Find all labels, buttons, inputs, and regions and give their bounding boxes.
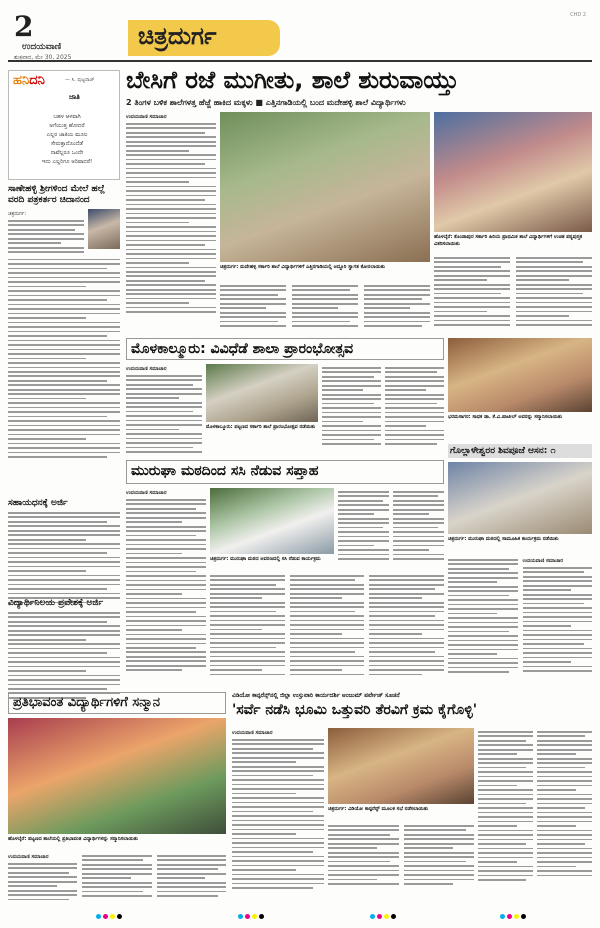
- honor-photo: [448, 338, 592, 412]
- body-text: [220, 285, 286, 332]
- body-text: [210, 575, 285, 688]
- gollarahatti-headline: ಗೊಲ್ಲಾಳೇಶ್ವರರ ಶಿವಪೂಜೆ ಆಸನ: ೧: [448, 444, 592, 458]
- lead-photo-students: [434, 112, 592, 232]
- lead-headline-box: [126, 66, 592, 96]
- right-block-caption: ಚಿತ್ರದುರ್ಗ: ಮುರುಘಾ ಮಠದಲ್ಲಿ ಸಾಮೂಹಿಕ ಕಾರ್ಯಕ್ರಮ ನಡೆಯಿತು: [448, 536, 559, 542]
- hanidani-logo-a: ಹನಿ: [13, 73, 30, 88]
- body-text: [126, 375, 202, 453]
- body-text: [404, 825, 475, 908]
- lead-photo-bullock-cart: [220, 112, 430, 262]
- bottom-right-caption: ಚಿತ್ರದುರ್ಗ: ವಿಡಿಯೋ ಕಾನ್ಫರೆನ್ಸ್ ಮೂಲಕ ಸಭೆ ನಡೆಸಲಾಯಿತು: [328, 806, 429, 812]
- verse-line: ಬಹಳ ಆಳವಾಗಿ: [53, 114, 81, 120]
- hanidani-logo: [13, 73, 45, 88]
- hanidani-byline: — ಸಿ. ಪುಟ್ಟರಾಜ್: [65, 77, 95, 83]
- body-text: [385, 367, 444, 456]
- body-text: [322, 367, 381, 456]
- bottom-right-kicker: ವಿಡಿಯೋ ಕಾನ್ಫರೆನ್ಸ್‌ನಲ್ಲಿ ಜಿಲ್ಲಾ ಉಸ್ತುವಾರಿ ಕಾರ್ಯದರ್ಶಿ ಅಂಜುಮ್ ಪರ್ವೇಜ್ ಸೂಚನೆ: [232, 692, 400, 699]
- registration-mark: [238, 914, 264, 919]
- lead-subhead: 2 ತಿಂಗಳ ಬಳಿಕ ಶಾಲೆಗಳತ್ತ ಹೆಜ್ಜೆ ಹಾಕಿದ ಮಕ್ಕಳು ■ ಎತ್ತಿನಗಾಡಿಯಲ್ಲಿ ಬಂದ ಮದೇಹಳ್ಳಿ ಶಾಲೆ ವಿದ್ಯಾರ್ಥಿಗಳು: [126, 98, 406, 107]
- murugha-photo: [210, 488, 334, 554]
- body-text: [364, 285, 430, 332]
- edition-banner: [128, 20, 280, 56]
- hanidani-logo-b: ದನಿ: [29, 73, 45, 88]
- murugha-headline: ಮುರುಘಾ ಮಠದಿಂದ ಸಸಿ ನೆಡುವ ಸಪ್ತಾಹ: [126, 460, 444, 484]
- left-story-1: [8, 184, 120, 461]
- body-text: [232, 739, 324, 889]
- molakalmuru-text-right: [322, 364, 444, 456]
- left-story-1-headline: ಸಾಣೇಹಳ್ಳಿ ಶ್ರೀಗಳಿಂದ ಮೇಲೆ ಹಲ್ಲೆ ವರದಿ ಪತ್ರಕರ್ತರ ಚಿದಾನಂದ: [8, 184, 105, 205]
- registration-mark: [96, 914, 122, 919]
- lead-text-right: [434, 254, 592, 332]
- masthead: [8, 10, 592, 62]
- bottom-left-headline: ಪ್ರತಿಭಾವಂತ ವಿದ್ಯಾರ್ಥಿಗಳಿಗೆ ಸನ್ಮಾನ: [8, 692, 226, 714]
- portrait-photo: [88, 209, 120, 249]
- body-text: [369, 575, 444, 688]
- verse-line: ಸೇರುತ್ತಾದೊಂದೆಡೆ: [51, 141, 83, 147]
- body-text: [338, 491, 389, 570]
- hanidani-title: ಜಾತಿ: [69, 93, 80, 101]
- lead-photo-1-caption: ಚಿತ್ರದುರ್ಗ: ಮದೇಹಳ್ಳಿ ಸರ್ಕಾರಿ ಶಾಲೆ ವಿದ್ಯಾರ್ಥಿಗಳಿಗೆ ಎತ್ತಿನಗಾಡಿಯಲ್ಲಿ ಅದ್ದೂರಿ ಸ್ವಾಗತ ಕೋರಲಾಯಿತು: [220, 264, 385, 270]
- body-text: [126, 499, 206, 671]
- body-text: [290, 575, 365, 688]
- bottom-right-photo: [328, 728, 474, 804]
- page-code: CHD 2: [570, 12, 586, 18]
- lead-headline: ಬೇಸಿಗೆ ರಜೆ ಮುಗೀತು, ಶಾಲೆ ಶುರುವಾಯ್ತು: [126, 66, 459, 94]
- body-text: [537, 731, 592, 908]
- body-text: [8, 259, 120, 458]
- right-block-text: [448, 556, 592, 688]
- murugha-text-right: [338, 488, 444, 570]
- body-text: [8, 512, 120, 603]
- body-text: [126, 123, 216, 313]
- molakalmuru-text: [126, 364, 202, 456]
- bottom-right-byline: ಉದಯವಾಣಿ ಸಮಾಚಾರ: [232, 730, 273, 736]
- body-text: [328, 825, 399, 908]
- murugha-byline: ಉದಯವಾಣಿ ಸಮಾಚಾರ: [126, 490, 167, 496]
- left-story-2-headline: ಸಹಾಯಧನಕ್ಕೆ ಅರ್ಜಿ: [8, 498, 68, 508]
- bottom-left-byline: ಉದಯವಾಣಿ ಸಮಾಚಾರ: [8, 854, 49, 860]
- verse-line: ಇದು ಎಲ್ಲರಿಗೂ ಅರಿವಾದರೆ!: [41, 159, 93, 165]
- verse-line: ಅಗೆಯುತ್ತ ಹೋದರೆ: [49, 123, 85, 129]
- body-text: [448, 559, 518, 688]
- edition-title: ಚಿತ್ರದುರ್ಗ: [138, 22, 217, 50]
- bottom-right-headline: 'ಸರ್ವೆ ನಡೆಸಿ ಭೂಮಿ ಒತ್ತುವರಿ ತೆರವಿಗೆ ಕ್ರಮ ಕೈಗೊಳ್ಳಿ': [232, 702, 478, 718]
- left-story-1-byline: ಚಿತ್ರದುರ್ಗ:: [8, 211, 27, 217]
- right-block-byline: ಉದಯವಾಣಿ ಸಮಾಚಾರ: [522, 558, 563, 564]
- molakalmuru-headline: ಮೊಳಕಾಲ್ಮೂರು: ವಿವಿಧೆಡೆ ಶಾಲಾ ಪ್ರಾರಂಭೋತ್ಸವ: [126, 338, 444, 360]
- left-story-2: [8, 498, 120, 606]
- bottom-left-photo: [8, 718, 226, 834]
- murugha-text: [126, 488, 206, 688]
- page-number: 2: [14, 10, 34, 43]
- body-text: [523, 567, 593, 672]
- murugha-caption: ಚಿತ್ರದುರ್ಗ: ಮುರುಘಾ ಮಠದ ಆವರಣದಲ್ಲಿ ಸಸಿ ನೆಡುವ ಕಾರ್ಯಕ್ರಮ: [210, 556, 321, 562]
- body-text: [393, 491, 444, 570]
- bottom-right-text-mid: [328, 822, 474, 908]
- verse-line: ನಾವೆಲ್ಲರೂ ಒಂದೇ: [50, 150, 84, 156]
- lead-text-col-1: [126, 112, 216, 332]
- left-story-3-headline: ವಿದ್ಯಾರ್ಥಿನಿಲಯ ಪ್ರವೇಶಕ್ಕೆ ಅರ್ಜಿ: [8, 598, 103, 608]
- left-column: [8, 70, 120, 688]
- body-text: [8, 863, 77, 900]
- body-text: [8, 220, 84, 253]
- right-block-photo: [448, 462, 592, 534]
- body-text: [516, 257, 592, 332]
- hanidani-box: [8, 70, 120, 180]
- issue-date: ಶುಕ್ರವಾರ, ಮೇ 30, 2025: [14, 54, 72, 61]
- body-text: [292, 285, 358, 332]
- molakalmuru-photo: [206, 364, 318, 422]
- body-text: [8, 612, 120, 699]
- body-text: [434, 257, 510, 332]
- molakalmuru-byline: ಉದಯವಾಣಿ ಸಮಾಚಾರ: [126, 366, 167, 372]
- murugha-text-cols: [210, 572, 444, 688]
- registration-mark: [370, 914, 396, 919]
- hanidani-verse: [23, 113, 111, 167]
- lead-text-cols: [220, 282, 430, 332]
- bottom-right-text-right: [478, 728, 592, 908]
- body-text: [82, 855, 151, 908]
- verse-line: ಎಲ್ಲರ ಜಾತಿಯ ಮೂಲ: [46, 132, 88, 138]
- body-text: [157, 855, 226, 908]
- honor-caption: ಭರಮಸಾಗರ: ಸಾಧಕ ಡಾ. ಕೆ.ವಿ.ಪಾಟೀಲ್ ಅವರನ್ನು ಸನ್ಮಾನಿಸಲಾಯಿತು: [448, 414, 563, 420]
- paper-name: ಉದಯವಾಣಿ: [22, 42, 62, 52]
- lead-byline: ಉದಯವಾಣಿ ಸಮಾಚಾರ: [126, 114, 167, 120]
- bottom-left-caption: ಹೊಳಲ್ಕೆರೆ: ಪಟ್ಟಣದ ಶಾಲೆಯಲ್ಲಿ ಪ್ರತಿಭಾವಂತ ವಿದ್ಯಾರ್ಥಿಗಳನ್ನು ಸನ್ಮಾನಿಸಲಾಯಿತು: [8, 836, 139, 842]
- lead-photo-2-caption: ಹೊಳಲ್ಕೆರೆ: ಕೊಂಡಾಪುರ ಸರ್ಕಾರಿ ಹಿರಿಯ ಪ್ರಾಥಮಿಕ ಶಾಲೆ ವಿದ್ಯಾರ್ಥಿಗಳಿಗೆ ಉಚಿತ ಪಠ್ಯಪುಸ್ತಕ ವಿತರಿಸಲಾಯಿತು: [434, 234, 583, 247]
- registration-mark: [500, 914, 526, 919]
- bottom-left-text: [8, 852, 226, 908]
- molakalmuru-caption: ಮೊಳಕಾಲ್ಮೂರು: ಪಟ್ಟಣದ ಸರ್ಕಾರಿ ಶಾಲೆ ಪ್ರಾರಂಭೋತ್ಸವ ನಡೆಯಿತು: [206, 424, 316, 430]
- bottom-right-text-left: [232, 728, 324, 908]
- body-text: [478, 731, 533, 908]
- left-story-3: [8, 598, 120, 702]
